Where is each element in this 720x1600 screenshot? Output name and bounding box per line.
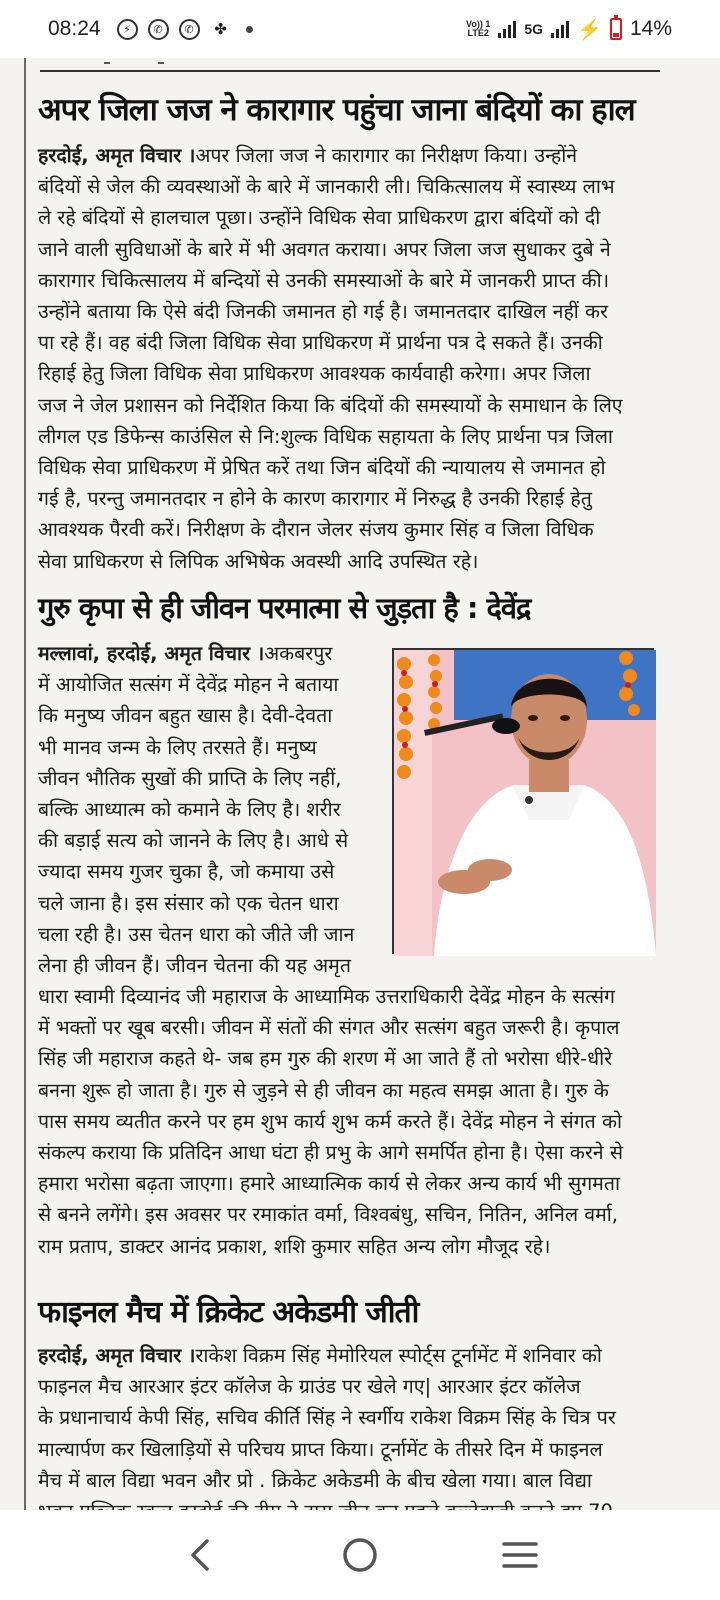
article2-body-narrow bbox=[38, 638, 358, 981]
speaker-photo-illustration bbox=[394, 650, 656, 956]
article2-wide-line: में भक्तों पर खूब बरसी। जीवन में संतों की संगत और सत्संग बहुत जरूरी है। कृपाल bbox=[38, 1016, 620, 1040]
article2-wide-line: हमारा भरोसा बढ़ता जाएगा। हमारे आध्यात्मिक कार्य से लेकर अन्य कार्य भी सुगमता bbox=[38, 1172, 621, 1196]
article2-line: में आयोजित सत्संग में देवेंद्र मोहन ने बताया bbox=[38, 673, 339, 697]
article3-line: मैच में बाल विद्या भवन और प्रो . क्रिकेट अकेडमी के बीच खेला गया। बाल विद्या bbox=[38, 1468, 592, 1492]
system-status bbox=[466, 17, 672, 42]
speaker-photo[interactable] bbox=[392, 648, 654, 954]
article1-line: विधिक सेवा प्राधिकरण में प्रेषित करें तथा जिन बंदियों की न्यायालय से जमानत हो bbox=[38, 456, 606, 480]
signal-strength-icon bbox=[498, 20, 516, 38]
article3-headline: फाइनल मैच में क्रिकेट अकेडमी जीती bbox=[38, 1295, 419, 1330]
column-rule bbox=[24, 58, 26, 1510]
notification-icons bbox=[117, 18, 253, 40]
article2-line: भी मानव जन्म के लिए तरसते हैं। मनुष्य bbox=[38, 735, 317, 759]
article1-line: जाने वाली सुविधाओं के बारे में भी अवगत कराया। अपर जिला जज सुधाकर दुबे ने bbox=[38, 237, 611, 261]
home-circle-icon bbox=[340, 1535, 380, 1575]
status-bar bbox=[0, 0, 720, 58]
article1-line: आवश्यक पैरवी करें। निरीक्षण के दौरान जेलर संजय कुमार सिंह व जिला विधिक bbox=[38, 518, 594, 542]
article3-line: के प्रधानाचार्य केपी सिंह, सचिव कीर्ति सिंह ने स्वर्गीय राकेश विक्रम सिंह के चित्र पर bbox=[38, 1406, 616, 1430]
article3-line-1: हरदोई, अमृत विचार ।राकेश विक्रम सिंह मेमोरियल स्पोर्ट्स टूर्नामेंट में शनिवार को bbox=[38, 1344, 602, 1367]
article3-line: फाइनल मैच आरआर इंटर कॉलेज के ग्राउंड पर खेले गए| आरआर इंटर कॉलेज bbox=[38, 1375, 581, 1399]
article2-line: चले जाना है। इस संसार को एक चेतन धारा bbox=[38, 891, 339, 915]
article2-wide-line: राम प्रताप, डाक्टर आनंद प्रकाश, शशि कुमार सहित अन्य लोग मौजूद रहे। bbox=[38, 1234, 551, 1258]
recents-lines-icon bbox=[501, 1539, 539, 1571]
article2-wide-line: सिंह जी महाराज कहते थे- जब हम गुरु की शरण में आ जाते हैं तो भरोसा धीरे-धीरे bbox=[38, 1047, 613, 1071]
messenger-icon: ⚡ bbox=[117, 19, 138, 40]
notification-dot-icon bbox=[246, 26, 253, 33]
home-button[interactable] bbox=[330, 1525, 390, 1585]
newspaper-clipping[interactable] bbox=[0, 58, 720, 1510]
rule-mark bbox=[158, 62, 164, 64]
article1-line: बंदियों से जेल की व्यवस्थाओं के बारे में जानकारी ली। चिकित्सालय में स्वास्थ्य लाभ bbox=[38, 175, 615, 199]
article2-line: चला रही है। उस चेतन धारा को जीते जी जान bbox=[38, 922, 355, 946]
battery-icon bbox=[610, 18, 622, 40]
article1-line: जज ने जेल प्रशासन को निर्देशित किया कि बंदियों की समस्यायों के समाधान के लिए bbox=[38, 393, 623, 417]
article1-line: रिहाई हेतु जिला विधिक सेवा प्राधिकरण आवश्यक कार्यवाही करेगा। अपर जिला bbox=[38, 362, 591, 386]
article2-wide-line: बनना शुरू हो जाता है। गुरु से जुड़ने से ही जीवन का महत्व समझ आता है। गुरु के bbox=[38, 1078, 609, 1102]
battery-percent: 14% bbox=[629, 17, 672, 40]
article1-body bbox=[38, 140, 662, 577]
article1-line: पा रहे हैं। वह बंदी जिला विधिक सेवा प्राधिकरण में प्रार्थना पत्र दे सकते हैं। उनकी bbox=[38, 331, 603, 355]
whatsapp-icon: ✆ bbox=[148, 19, 169, 40]
article2-wide-line: धारा स्वामी दिव्यानंद जी महाराज के आध्यामिक उत्तराधिकारी देवेंद्र मोहन के सत्संग bbox=[38, 985, 616, 1008]
recents-button[interactable] bbox=[490, 1525, 550, 1585]
article2-line-1: मल्लावां, हरदोई, अमृत विचार ।अकबरपुर bbox=[38, 642, 333, 665]
volte-indicator bbox=[466, 20, 490, 38]
article1-line-1: हरदोई, अमृत विचार ।अपर जिला जज ने कारागार का निरीक्षण किया। उन्होंने bbox=[38, 144, 578, 167]
navigation-bar bbox=[0, 1510, 720, 1600]
network-type: 5G bbox=[524, 21, 544, 37]
article2-line: जीवन भौतिक सुखों की प्राप्ति के लिए नहीं, bbox=[38, 766, 342, 790]
article1-line: सेवा प्राधिकरण से लिपिक अभिषेक अवस्थी आदि उपस्थित रहे। bbox=[38, 549, 479, 573]
whatsapp-icon: ✆ bbox=[179, 19, 200, 40]
back-button[interactable] bbox=[170, 1525, 230, 1585]
article2-line: बल्कि आध्यात्म को कमाने के लिए है। शरीर bbox=[38, 798, 341, 822]
status-time: 08:24 bbox=[48, 17, 101, 40]
article2-line: ज्यादा समय गुजर चुका है, जो कमाया उसे bbox=[38, 860, 335, 884]
article1-line: कारागार चिकित्सालय में बन्दियों से उनकी समस्याओं के बारे में जानकरी प्राप्त की। bbox=[38, 268, 610, 292]
rule-mark bbox=[104, 62, 110, 64]
back-chevron-icon bbox=[185, 1538, 215, 1572]
volte-label-bottom: LTE2 bbox=[467, 28, 489, 38]
article2-wide-line: संकल्प कराया कि प्रतिदिन आधा घंटा ही प्रभु के आगे समर्पित होना है। ऐसा करने से bbox=[38, 1141, 624, 1165]
article2-line: की बड़ाई सत्य को जानने के लिए है। आधे से bbox=[38, 829, 349, 853]
signal-strength-2-icon bbox=[551, 20, 569, 38]
article1-line: ले रहे बंदियों से हालचाल पूछा। उन्होंने विधिक सेवा प्राधिकरण द्वारा बंदियों को दी bbox=[38, 206, 601, 230]
pinwheel-app-icon: ✤ bbox=[214, 20, 227, 38]
article1-line: गई है, परन्तु जमानतदार न होने के कारण कारागार में निरुद्ध है उनकी रिहाई हेतु bbox=[38, 487, 592, 511]
article2-body-wide bbox=[38, 981, 662, 1262]
article3-dateline: हरदोई, अमृत विचार । bbox=[38, 1344, 196, 1367]
charging-bolt-icon: ⚡ bbox=[577, 18, 602, 41]
article2-line: कि मनुष्य जीवन बहुत खास है। देवी-देवता bbox=[38, 704, 333, 728]
article1-line: उन्होंने बताया कि ऐसे बंदी जिनकी जमानत हो गई है। जमानतदार दाखिल नहीं कर bbox=[38, 300, 609, 324]
article3-line: माल्यार्पण कर खिलाड़ियों से परिचय प्राप्त किया। टूर्नामेंट के तीसरे दिन में फाइनल bbox=[38, 1437, 603, 1461]
article2-headline: गुरु कृपा से ही जीवन परमात्मा से जुड़ता है : देवेंद्र bbox=[38, 591, 531, 625]
article2-wide-line: से बनने लगेंगे। इस अवसर पर रमाकांत वर्मा, विश्वबंधु, सचिन, नितिन, अनिल वर्मा, bbox=[38, 1203, 618, 1227]
article2-line: लेना ही जीवन हैं। जीवन चेतना की यह अमृत bbox=[38, 954, 351, 978]
article1-line: लीगल एड डिफेन्स काउंसिल से नि:शुल्क विधिक सहायता के लिए प्रार्थना पत्र जिला bbox=[38, 424, 613, 448]
article1-headline: अपर जिला जज ने कारागार पहुंचा जाना बंदियों का हाल bbox=[38, 92, 635, 128]
article2-dateline: मल्लावां, हरदोई, अमृत विचार । bbox=[38, 642, 265, 665]
volte-label-top: Vo)) 1 bbox=[466, 19, 491, 29]
article1-dateline: हरदोई, अमृत विचार । bbox=[38, 144, 196, 167]
article2-wide-line: पास समय व्यतीत करने पर हम शुभ कार्य शुभ कर्म करते हैं। देवेंद्र मोहन ने संगत को bbox=[38, 1109, 623, 1133]
article3-body bbox=[38, 1340, 662, 1516]
top-rule bbox=[40, 70, 660, 72]
